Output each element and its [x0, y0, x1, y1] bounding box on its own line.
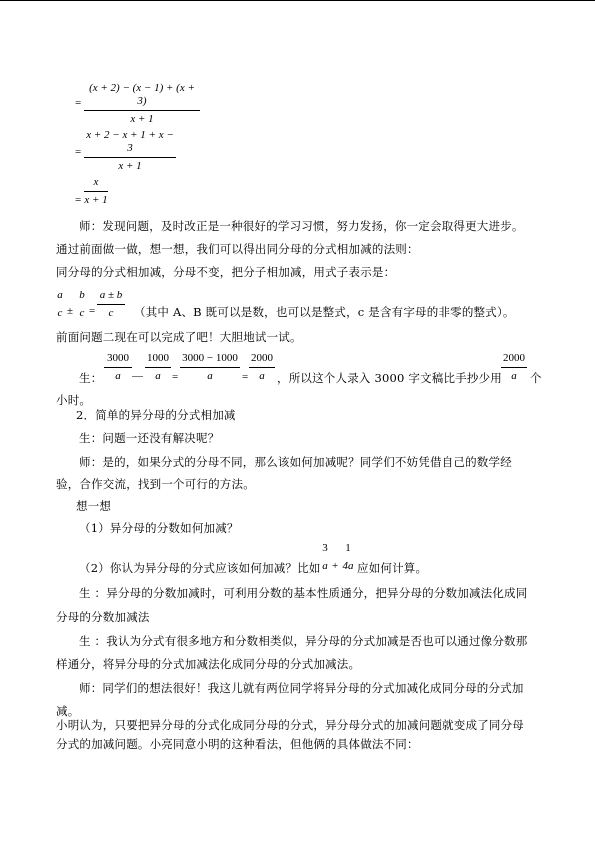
fraction-denominator: a: [207, 370, 213, 382]
think-heading: 想一想: [76, 499, 112, 513]
calc-fraction-2000: [249, 352, 275, 383]
q2-fraction-3-over-a: [320, 542, 330, 573]
equals-sign: =: [75, 146, 82, 158]
fraction-bar: [84, 191, 108, 192]
fraction-denominator: a: [511, 370, 517, 382]
fraction-numerator: 3000: [107, 352, 129, 364]
fraction-numerator: 3000 − 1000: [182, 352, 238, 364]
plus-minus-sign: ±: [67, 305, 74, 317]
fraction-bar: [180, 367, 240, 368]
para-intro-rule: 通过前面做一做，想一想，我们可以得出同分母的分式相加减的法则：: [56, 242, 419, 256]
fraction-numerator: b: [79, 289, 85, 301]
derivation-step1-fraction: [84, 82, 200, 126]
para-xiaoming-line1: 小明认为，只要把异分母的分式化成同分母的分式，异分母分式的加减问题就变成了同分母: [56, 718, 524, 732]
para-student2-line2: 样通分，将异分母的分式加减法化成同分母的分式加减法。: [56, 657, 361, 671]
fraction-numerator: a: [57, 289, 63, 301]
fraction-numerator: 2000: [251, 352, 273, 364]
fraction-bar: [104, 367, 132, 368]
fraction-bar: [501, 367, 527, 368]
fraction-numerator: 2000: [503, 352, 525, 364]
fraction-numerator: 3: [322, 542, 328, 554]
para-rule: 同分母的分式相加减，分母不变，把分子相加减，用式子表示是：: [56, 265, 396, 279]
calc-fraction-difference: [180, 352, 240, 383]
fraction-numerator: x + 2 − x + 1 + x − 3: [86, 129, 174, 154]
fraction-bar: [97, 304, 125, 305]
fraction-bar: [84, 110, 200, 111]
derivation-step3-fraction: [84, 176, 108, 207]
para-question1: 生：问题一还没有解决呢？: [79, 431, 220, 445]
fraction-denominator: a: [259, 370, 265, 382]
calc-unit: 个: [530, 371, 542, 385]
equals-sign: =: [75, 97, 82, 109]
para-teacher3-line1: 师：同学们的想法很好！我这儿就有两位同学将异分母的分式加减化成同分母的分式加: [79, 681, 524, 695]
rule-fraction-a-over-c: [55, 289, 65, 320]
para-teacher2-line1: 师：是的，如果分式的分母不同，那么该如何加减呢？同学们不妨凭借自己的数学经: [79, 455, 512, 469]
equals-sign: =: [75, 194, 82, 206]
fraction-denominator: 4a: [342, 560, 354, 572]
fraction-bar: [84, 157, 176, 158]
para-teacher2-line2: 验，合作交流，找到一个可行的方法。: [56, 477, 255, 491]
fraction-denominator: x + 1: [118, 160, 142, 172]
fraction-bar: [145, 367, 171, 368]
student-label: 生：: [79, 371, 103, 385]
plus-sign: +: [332, 560, 339, 572]
para-student2-line1: 生 ：我认为分式有很多地方和分数相类似，异分母的分式加减是否也可以通过像分数那: [79, 634, 528, 648]
fraction-denominator: a: [322, 560, 328, 572]
para-student1-line2: 分母的分数加减法: [56, 610, 150, 624]
question-2-after: 应如何计算。: [357, 561, 428, 575]
rule-note: （其中 A、B 既可以是数，也可以是整式，c 是含有字母的非零的整式）。: [134, 305, 515, 319]
fraction-denominator: a: [115, 370, 121, 382]
question-2-before: （2）你认为异分母的分式应该如何加减？比如: [79, 561, 321, 575]
para-xiaoming-line2: 分式的加减问题。小亮同意小明的这种看法，但他俩的具体做法不同：: [56, 737, 419, 751]
fraction-bar: [249, 367, 275, 368]
rule-fraction-b-over-c: [77, 289, 87, 320]
fraction-denominator: c: [108, 307, 114, 319]
para-student1-line1: 生 ：异分母的分数加减时，可利用分数的基本性质通分，把异分母的分数加减法化成同: [79, 586, 528, 600]
fraction-numerator: 1000: [147, 352, 169, 364]
top-rule: [0, 0, 595, 1]
fraction-numerator: 1: [345, 542, 351, 554]
fraction-numerator: (x + 2) − (x − 1) + (x + 3): [89, 82, 195, 107]
para-problem2: 前面问题二现在可以完成了吧！大胆地试一试。: [56, 330, 302, 344]
derivation-step2-fraction: [84, 129, 176, 173]
calc-conclusion: ，所以这个人录入 3000 字文稿比手抄少用: [277, 371, 502, 385]
q2-fraction-1-over-4a: [340, 542, 356, 573]
equals-sign: =: [89, 305, 96, 317]
equals-sign: =: [242, 371, 249, 383]
calc-fraction-result: [501, 352, 527, 383]
fraction-denominator: x + 1: [84, 194, 108, 206]
fraction-numerator: a ± b: [99, 289, 123, 301]
para-hour: 小时。: [56, 393, 92, 407]
rule-fraction-result: [97, 289, 125, 320]
fraction-denominator: c: [57, 307, 63, 319]
para-teacher3-line2: 减。: [56, 704, 80, 718]
question-1: （1）异分母的分数如何加减？: [79, 521, 239, 535]
fraction-numerator: x: [93, 176, 99, 188]
fraction-denominator: c: [79, 307, 85, 319]
calc-fraction-1000: [145, 352, 171, 383]
fraction-denominator: a: [155, 370, 161, 382]
calc-fraction-3000: [104, 352, 132, 383]
fraction-denominator: x + 1: [130, 113, 154, 125]
para-teacher-praise: 师：发现问题，及时改正是一种很好的学习习惯，努力发扬，你一定会取得更大进步。: [79, 219, 524, 233]
equals-sign: =: [172, 371, 179, 383]
minus-sign: —: [132, 370, 143, 382]
section-heading-2: 2．简单的异分母的分式相加减: [76, 408, 236, 422]
